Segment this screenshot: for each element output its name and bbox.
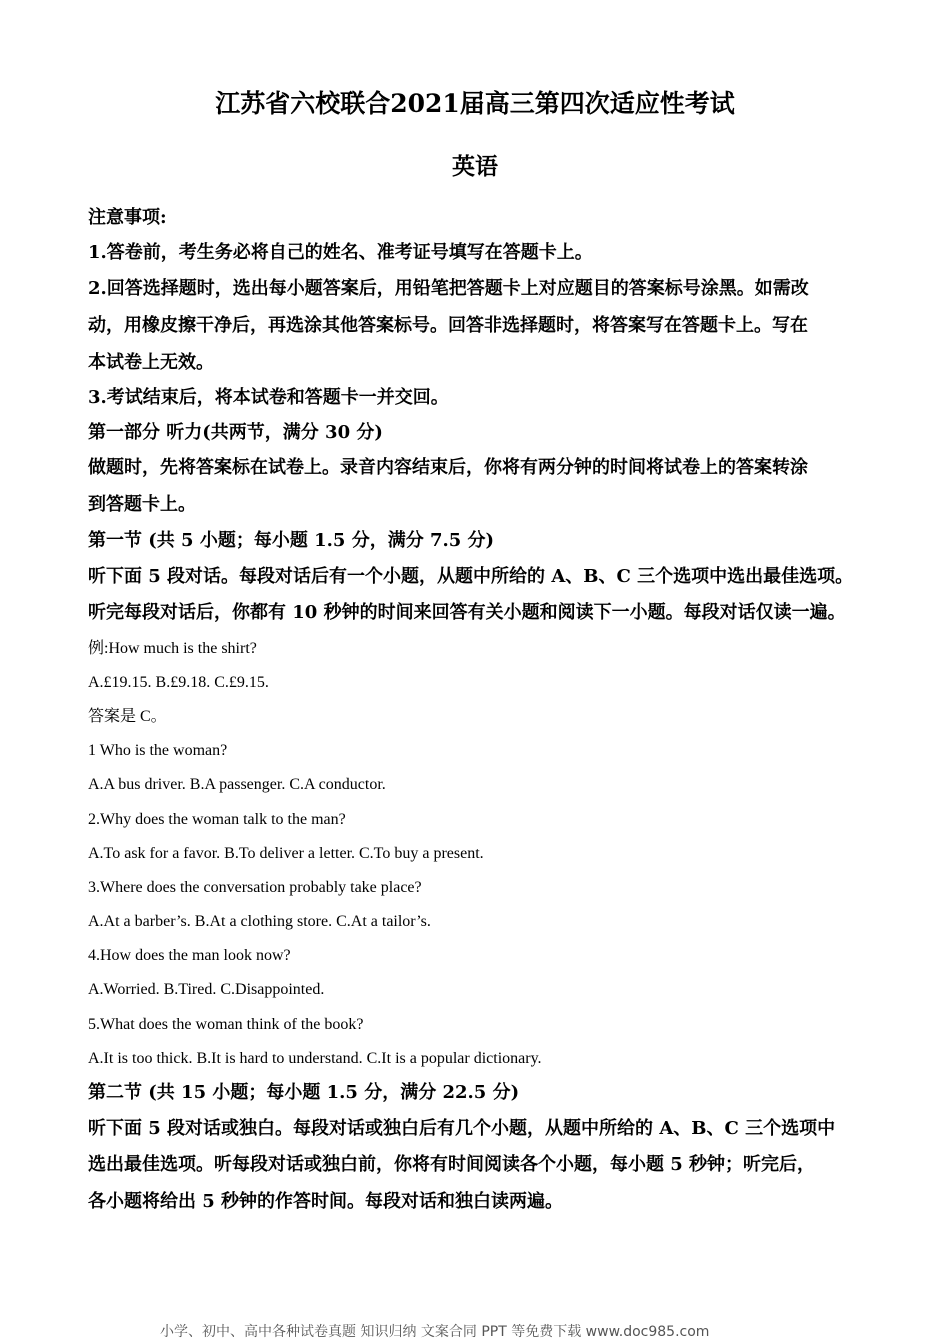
notes-item-2-line-3: 本试卷上无效。 [88, 352, 214, 373]
question-5: 5.What does the woman think of the book? [88, 1016, 364, 1033]
notes-item-2-line-2: 动，用橡皮擦干净后，再选涂其他答案标号。回答非选择题时，将答案写在答题卡上。写在 [88, 315, 808, 336]
example-answer: 答案是 C。 [88, 708, 167, 725]
notes-heading: 注意事项: [88, 207, 167, 228]
section1-instructions-line-1: 听下面 5 段对话。每段对话后有一个小题，从题中所给的 A、B、C 三个选项中选出最佳选项。 [88, 566, 854, 587]
question-3-options: A.At a barber’s. B.At a clothing store. C.At a tailor’s. [88, 913, 431, 930]
question-1-options: A.A bus driver. B.A passenger. C.A conductor. [88, 776, 386, 793]
notes-item-2-line-1: 2.回答选择题时，选出每小题答案后，用铅笔把答题卡上对应题目的答案标号涂黑。如需改 [88, 278, 809, 299]
example-options: A.£19.15. B.£9.18. C.£9.15. [88, 674, 269, 691]
notes-item-1: 1.答卷前，考生务必将自己的姓名、准考证号填写在答题卡上。 [88, 242, 593, 263]
example-question: 例:How much is the shirt? [88, 640, 257, 657]
question-2: 2.Why does the woman talk to the man? [88, 811, 346, 828]
section1-heading: 第一节 (共 5 小题；每小题 1.5 分，满分 7.5 分) [88, 530, 495, 551]
question-3: 3.Where does the conversation probably take place? [88, 879, 422, 896]
notes-item-3: 3.考试结束后，将本试卷和答题卡一并交回。 [88, 387, 449, 408]
section2-instructions-line-2: 选出最佳选项。听每段对话或独白前，你将有时间阅读各个小题，每小题 5 秒钟；听完后， [88, 1154, 816, 1175]
part1-instructions-line-2: 到答题卡上。 [88, 494, 196, 515]
section2-heading: 第二节 (共 15 小题；每小题 1.5 分，满分 22.5 分) [88, 1082, 520, 1103]
part1-heading: 第一部分 听力(共两节，满分 30 分) [88, 422, 383, 443]
question-4: 4.How does the man look now? [88, 947, 291, 964]
part1-instructions-line-1: 做题时，先将答案标在试卷上。录音内容结束后，你将有两分钟的时间将试卷上的答案转涂 [88, 457, 808, 478]
question-1: 1 Who is the woman? [88, 742, 228, 759]
section2-instructions-line-1: 听下面 5 段对话或独白。每段对话或独白后有几个小题，从题中所给的 A、B、C 三个选项中 [88, 1118, 836, 1139]
exam-title: 江苏省六校联合2021届高三第四次适应性考试 [215, 89, 735, 118]
question-5-options: A.It is too thick. B.It is hard to understand. C.It is a popular dictionary. [88, 1050, 542, 1067]
exam-subject: 英语 [452, 153, 498, 180]
question-4-options: A.Worried. B.Tired. C.Disappointed. [88, 981, 325, 998]
section2-instructions-line-3: 各小题将给出 5 秒钟的作答时间。每段对话和独白读两遍。 [88, 1191, 564, 1212]
section1-instructions-line-2: 听完每段对话后，你都有 10 秒钟的时间来回答有关小题和阅读下一小题。每段对话仅读一遍。 [88, 602, 846, 623]
question-2-options: A.To ask for a favor. B.To deliver a letter. C.To buy a present. [88, 845, 484, 862]
page-footer: 小学、初中、高中各种试卷真题 知识归纳 文案合同 PPT 等免费下载 www.doc985.com [160, 1324, 710, 1340]
